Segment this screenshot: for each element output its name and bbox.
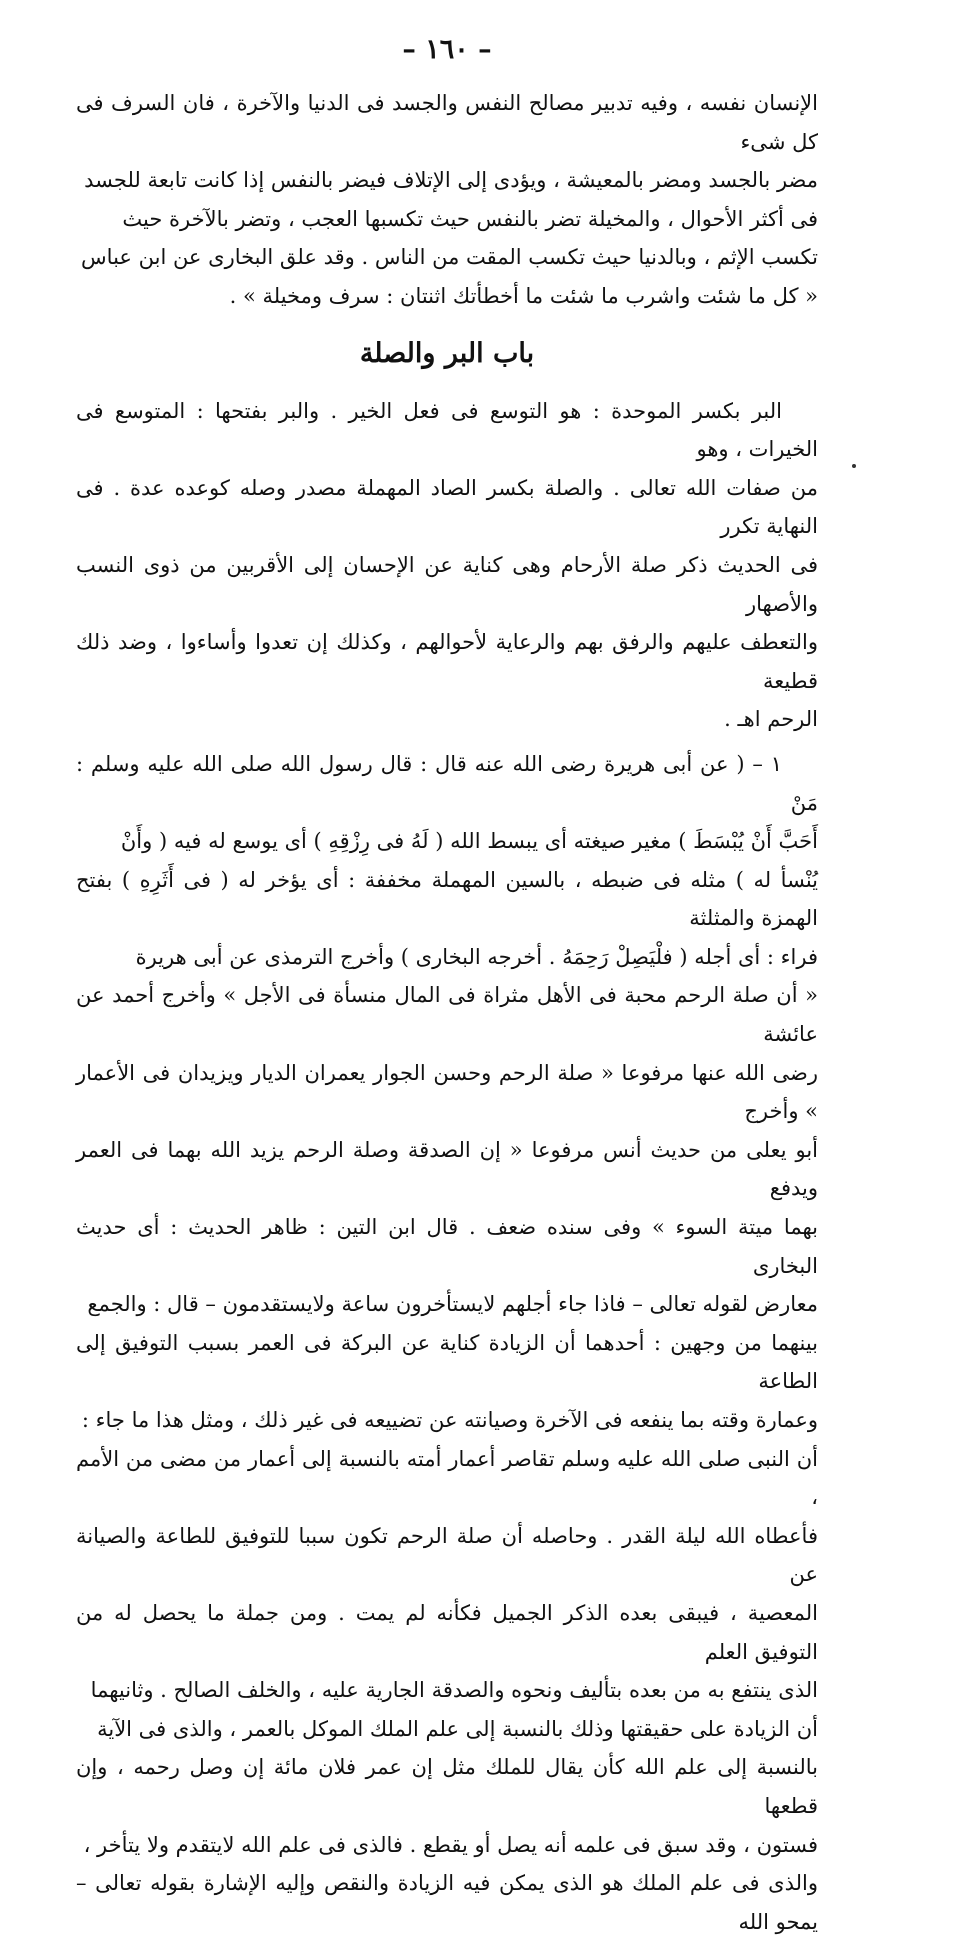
text-line: والذى فى علم الملك هو الذى يمكن فيه الزيادة والنقص وإليه الإشارة بقوله تعالى – يمحو الله <box>76 1871 818 1934</box>
definition-paragraph <box>76 392 818 739</box>
text-line: يُنْسأ له ) مثله فى ضبطه ، بالسين المهملة مخففة : أى يؤخر له ( فى أَثَرِهِ ) بفتح الهمزة والمثلثة <box>76 867 818 931</box>
text-line: « كل ما شئت واشرب ما شئت ما أخطأتك اثنتان : سرف ومخيلة » . <box>229 283 818 308</box>
text-line: أَحَبَّ أَنْ يُبْسَطَ ) مغير صيغته أى يبسط الله ( لَهُ فى رِزْقِهِ ) أى يوسع له فيه ( وأَنْ <box>120 829 818 854</box>
text-line: أن الزيادة على حقيقتها وذلك بالنسبة إلى علم الملك الموكل بالعمر ، والذى فى الآية <box>97 1716 818 1741</box>
text-line: الذى ينتفع به من بعده بتأليف ونحوه والصدقة الجارية عليه ، والخلف الصالح . وثانيهما <box>90 1678 818 1703</box>
scan-speck <box>852 464 856 468</box>
page-number: – ١٦٠ – <box>402 34 492 65</box>
text-line: فستون ، وقد سبق فى علمه أنه يصل أو يقطع . فالذى فى علم الله لايتقدم ولا يتأخر ، <box>83 1832 818 1857</box>
text-line: معارض لقوله تعالى – فاذا جاء أجلهم لايستأخرون ساعة ولايستقدمون – قال : والجمع <box>87 1292 818 1317</box>
text-line: تكسب الإثم ، وبالدنيا حيث تكسب المقت من الناس . وقد علق البخارى عن ابن عباس <box>81 245 818 270</box>
text-line: فى الحديث ذكر صلة الأرحام وهى كناية عن الإحسان إلى الأقربين من ذوى النسب والأصهار <box>76 552 818 616</box>
text-line: الرحم اهـ . <box>724 707 818 732</box>
text-line: وعمارة وقته بما ينفعه فى الآخرة وصيانته عن تضييعه فى غير ذلك ، ومثل هذا ما جاء : <box>81 1408 818 1432</box>
text-line: بالنسبة إلى علم الله كأن يقال للملك مثل إن عمر فلان مائة إن وصل رحمه ، وإن قطعها <box>76 1755 818 1818</box>
chapter-title: باب البر والصلة <box>359 337 535 369</box>
text-line: البر بكسر الموحدة : هو التوسع فى فعل الخير . والبر بفتحها : المتوسع فى الخيرات ، وهو <box>76 398 818 462</box>
intro-paragraph <box>76 84 818 316</box>
text-line: ١ – ( عن أبى هريرة رضى الله عنه قال : قال رسول الله صلى الله عليه وسلم : مَنْ <box>76 751 818 815</box>
text-line: فى أكثر الأحوال ، والمخيلة تضر بالنفس حيث تكسبها العجب ، وتضر بالآخرة حيث <box>122 206 818 231</box>
text-line: المعصية ، فيبقى بعده الذكر الجميل فكأنه لم يمت . ومن جملة ما يحصل له من التوفيق العلم <box>76 1600 818 1664</box>
hadith-paragraph <box>76 745 818 1941</box>
text-line: والتعطف عليهم والرفق بهم والرعاية لأحوالهم ، وكذلك إن تعدوا وأساءوا ، وضد ذلك قطيعة <box>76 630 818 693</box>
text-line: بينهما من وجهين : أحدهما أن الزيادة كناية عن البركة فى العمر بسبب التوفيق إلى الطاعة <box>76 1330 818 1394</box>
text-line: رضى الله عنها مرفوعا « صلة الرحم وحسن الجوار يعمران الديار ويزيدان فى الأعمار » وأخرج <box>76 1060 818 1124</box>
text-line: أبو يعلى من حديث أنس مرفوعا « إن الصدقة وصلة الرحم يزيد الله بهما فى العمر ويدفع <box>76 1137 818 1201</box>
text-line: من صفات الله تعالى . والصلة بكسر الصاد المهملة مصدر وصله كوعده عدة . فى النهاية تكرر <box>76 475 818 539</box>
text-line: بهما ميتة السوء » وفى سنده ضعف . قال ابن التين : ظاهر الحديث : أى حديث البخارى <box>76 1215 818 1278</box>
text-line: فأعطاه الله ليلة القدر . وحاصله أن صلة الرحم تكون سببا للتوفيق للطاعة والصيانة عن <box>76 1523 818 1587</box>
text-line: فراء : أى أجله ( فلْيَصِلْ رَحِمَهُ . أخرجه البخارى ) وأخرج الترمذى عن أبى هريرة <box>135 944 818 969</box>
text-line: مضر بالجسد ومضر بالمعيشة ، ويؤدى إلى الإتلاف فيضر بالنفس إذا كانت تابعة للجسد <box>84 168 818 193</box>
text-line: أن النبى صلى الله عليه وسلم تقاصر أعمار أمته بالنسبة إلى أعمار من مضى من الأمم ، <box>76 1446 818 1510</box>
text-line: الإنسان نفسه ، وفيه تدبير مصالح النفس والجسد فى الدنيا والآخرة ، فان السرف فى كل شىء <box>76 91 818 154</box>
text-line: « أن صلة الرحم محبة فى الأهل مثراة فى المال منسأة فى الأجل » وأخرج أحمد عن عائشة <box>76 983 818 1047</box>
